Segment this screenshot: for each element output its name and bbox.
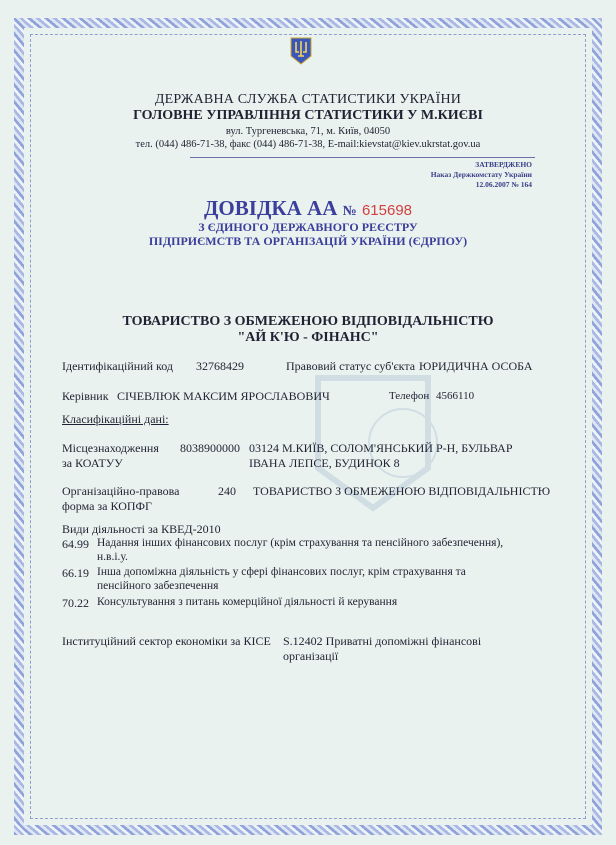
location-label-line1: Місцезнаходження [62, 441, 159, 455]
trident-emblem-icon [289, 36, 313, 66]
number-sign: № [342, 204, 357, 219]
legal-form-label-line2: форма за КОПФГ [62, 499, 152, 513]
location-code: 8038900000 [180, 441, 240, 455]
org-contacts: тел. (044) 486-71-38, факс (044) 486-71-38, E-mail:kievstat@kiev.ukrstat.gov.ua [135, 139, 481, 150]
legal-status-value: ЮРИДИЧНА ОСОБА [419, 359, 533, 373]
activity-description-line2: пенсійного забезпечення [97, 580, 219, 592]
certificate-subtitle1: З ЄДИНОГО ДЕРЖАВНОГО РЕЄСТРУ [198, 220, 418, 234]
activity-code: 64.99 [62, 537, 89, 551]
sector-line1: S.12402 Приватні допоміжні фінансові [283, 634, 482, 648]
activity-description-line1: Консультування з питань комерційної діяльності й керування [97, 596, 398, 608]
location-label-line2: за КОАТУУ [62, 456, 123, 470]
activities-label: Види діяльності за КВЕД-2010 [62, 522, 221, 536]
activity-description-line1: Інша допоміжна діяльність у сфері фінансових послуг, крім страхування та [97, 566, 466, 578]
org-name-line1: ДЕРЖАВНА СЛУЖБА СТАТИСТИКИ УКРАЇНИ [154, 92, 462, 107]
activity-description-line1: Надання інших фінансових послуг (крім страхування та пенсійного забезпечення), [97, 537, 504, 549]
certificate-number: 615698 [361, 202, 413, 219]
certificate-subtitle2: ПІДПРИЄМСТВ ТА ОРГАНІЗАЦІЙ УКРАЇНИ (ЄДРПОУ) [148, 234, 468, 248]
location-line2: ІВАНА ЛЕПСЕ, БУДИНОК 8 [249, 456, 400, 470]
activity-description-line2: н.в.і.у. [97, 551, 128, 563]
legal-form-value: ТОВАРИСТВО З ОБМЕЖЕНОЮ ВІДПОВІДАЛЬНІСТЮ [253, 484, 551, 498]
activity-code: 70.22 [62, 596, 89, 610]
company-name-line1: ТОВАРИСТВО З ОБМЕЖЕНОЮ ВІДПОВІДАЛЬНІСТЮ [122, 314, 494, 329]
approval-line3: 12.06.2007 № 164 [475, 180, 532, 189]
phone-value: 4566110 [436, 390, 475, 402]
certificate-title [0, 196, 616, 221]
approval-line2: Наказ Держкомстату України [430, 170, 532, 179]
company-name-line2: "АЙ К'Ю - ФІНАНС" [237, 330, 379, 345]
head-label: Керівник [62, 389, 109, 403]
phone-label: Телефон [389, 390, 430, 402]
sector-line2: організації [283, 649, 339, 663]
sector-label: Інституційний сектор економіки за КІСЕ [62, 634, 271, 648]
legal-form-code: 240 [218, 484, 236, 498]
location-line1: 03124 М.КИЇВ, СОЛОМ'ЯНСЬКИЙ Р-Н, БУЛЬВАР [249, 441, 513, 455]
approval-line1: ЗАТВЕРДЖЕНО [475, 160, 532, 169]
id-code-value: 32768429 [196, 359, 244, 373]
activity-code: 66.19 [62, 566, 89, 580]
classification-label: Класифікаційні дані: [62, 412, 169, 426]
id-code-label: Ідентифікаційний код [62, 359, 174, 373]
org-address: вул. Тургеневська, 71, м. Київ, 04050 [225, 126, 391, 137]
header-divider [190, 157, 535, 158]
head-value: СІЧЕВЛЮК МАКСИМ ЯРОСЛАВОВИЧ [117, 389, 330, 403]
org-name-line2: ГОЛОВНЕ УПРАВЛІННЯ СТАТИСТИКИ У М.КИЄВІ [133, 108, 483, 123]
legal-status-label: Правовий статус суб'єкта [286, 359, 416, 373]
certificate-title-text: ДОВІДКА АА [203, 196, 338, 220]
legal-form-label-line1: Організаційно-правова [62, 484, 180, 498]
